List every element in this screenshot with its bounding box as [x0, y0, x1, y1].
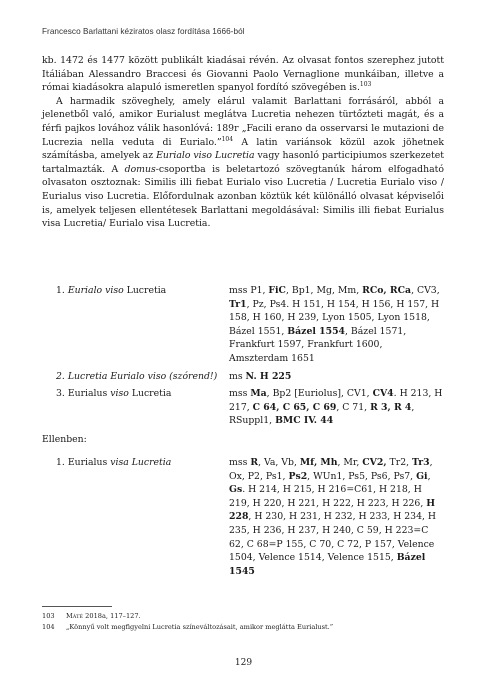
variant-label: 2. Lucretia Eurialo viso (szórend!) — [56, 370, 218, 382]
footnote-number: 103 — [42, 612, 55, 620]
footnote-rule — [42, 606, 112, 607]
paragraph-2-text-a: A harmadik szöveghely, amely elárul valamit Barlattani forrásáról, abból a jelenetből való, amikor Eurialust meglátva Lucretia nehezen türtőzteti magát, és a férfi pajkos lovához válik hasonlóvá: 189r „Facili erano da osservarsi le mutazioni de Lucrezia nella veduta di Eurialo.” — [42, 95, 444, 148]
variant-list — [56, 284, 444, 432]
footnote-number: 104 — [42, 623, 55, 631]
paragraph-2-text-c: vagy hasonló participiumos szerkezetet tartalmazták. A — [42, 150, 444, 175]
variant-witnesses: ms N. H 225 — [229, 370, 292, 382]
variant-row — [56, 284, 444, 366]
paragraph-2-italic-2: domus — [124, 163, 156, 175]
variant-list-against — [56, 456, 444, 582]
variant-row — [56, 387, 444, 428]
paragraph-1-text: kb. 1472 és 1477 között publikált kiadásai révén. Az olvasat fontos szerephez jutott Itáliában Alessandro Braccesi és Giovanni Paolo Vernaglione munkáiban, illetve a római kiadásokra alapuló ismeretlen spanyol fordító szövegében is. — [42, 55, 444, 94]
footnote-ref-104[interactable]: 104 — [221, 135, 234, 143]
against-heading: Ellenben: — [42, 434, 87, 445]
footnote-103 — [42, 611, 452, 622]
variant-label: 1. Eurialo viso Lucretia — [56, 285, 167, 296]
paragraph-2-italic-1: Eurialo viso Lucretia — [156, 150, 255, 162]
paragraph-2-text-d: -csoportba is beletartozó szövegtanúk három elfogadható olvasaton osztoznak: Similis illi fiebat Eurialo viso Lucretia / Lucretia Eurialo viso / Eurialus viso Lucretia. Előfordulnak azonban köztük két különálló olvasat képviselői is, amelyek teljesen ellentétesek Barlattani megoldásával: Similis illi fiebat Eurialus visa Lucretia/ Eurialo visa Lucretia. — [42, 163, 444, 230]
variant-label: 1. Eurialus visa Lucretia — [56, 457, 172, 468]
paragraph-1 — [42, 54, 444, 95]
variant-row — [56, 370, 444, 384]
footnotes — [42, 611, 452, 633]
footnote-author: Máté — [66, 612, 84, 620]
variant-label: 3. Eurialus viso Lucretia — [56, 388, 172, 400]
paragraph-2 — [42, 95, 444, 231]
main-text — [42, 54, 444, 231]
footnote-text: „Könnyű volt megfigyelni Lucretia színeváltozásait, amikor meglátta Eurialust.” — [66, 623, 334, 631]
paragraph-2-text-b: A latin variánsok közül azok jöhetnek számításba, amelyek az — [42, 136, 444, 162]
footnote-citation: 2018a, 117–127. — [83, 612, 141, 620]
footnote-ref-103[interactable]: 103 — [359, 81, 372, 89]
variant-row — [56, 456, 444, 578]
variant-witnesses: mss P1, FiC, Bp1, Mg, Mm, RCo, RCa, CV3, Tr1, Pz, Ps4. H 151, H 154, H 156, H 157, H 158, H 160, H 239, Lyon 1505, Lyon 1518, Bázel 1551, Bázel 1554, Bázel 1571, Frankfurt 1597, Frankfurt 1600, Amszterdam 1651 — [229, 285, 440, 364]
page-number: 129 — [234, 658, 253, 668]
running-header: Francesco Barlattani kéziratos olasz fordítása 1666-ból — [42, 27, 245, 36]
footnote-text — [66, 611, 141, 622]
variant-witnesses: mss R, Va, Vb, Mf, Mh, Mr, CV2, Tr2, Tr3, Ox, P2, Ps1, Ps2, WUn1, Ps5, Ps6, Ps7, Gi, Gs. H 214, H 215, H 216=C61, H 218, H 219, H 220, H 221, H 222, H 223, H 226, H 228, H 230, H 231, H 232, H 233, H 234, H 235, H 236, H 237, H 240, C 59, H 223=C 62, C 68=P 155, C 70, C 72, P 157, Velence 1504, Velence 1514, Velence 1515, Bázel 1545 — [229, 457, 437, 577]
variant-witnesses: mss Ma, Bp2 [Euriolus], CV1, CV4. H 213, H 217, C 64, C 65, C 69, C 71, R 3, R 4, RSuppl1, BMC IV. 44 — [229, 388, 443, 427]
footnote-104 — [42, 622, 452, 633]
